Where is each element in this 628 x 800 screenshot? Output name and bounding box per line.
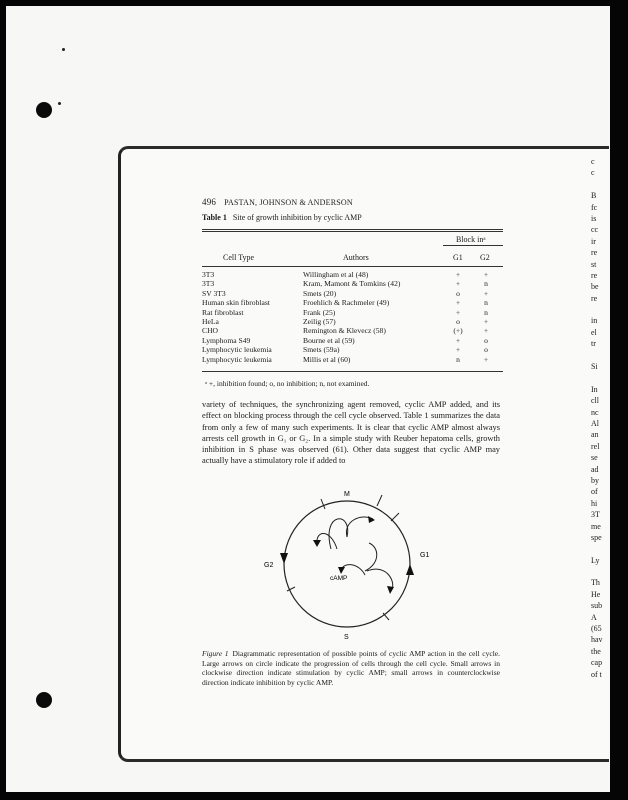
cell-g1-value: o xyxy=(456,316,460,326)
adjacent-text-fragment: in xyxy=(591,316,598,326)
table-row xyxy=(202,326,502,335)
cell-cycle-diagram xyxy=(261,479,431,639)
table-row xyxy=(202,336,502,345)
cell-cell-type: Rat fibroblast xyxy=(202,307,244,317)
cell-authors: Smets (20) xyxy=(303,288,337,298)
adjacent-text-fragment: rel xyxy=(591,441,600,451)
inhibition-arrow xyxy=(365,543,377,571)
table-title xyxy=(202,213,362,222)
adjacent-page-strip xyxy=(591,156,611,756)
adjacent-text-fragment: hav xyxy=(591,635,603,645)
adjacent-text-fragment: In xyxy=(591,384,598,394)
cell-authors: Frank (25) xyxy=(303,307,336,317)
adjacent-text-fragment: st xyxy=(591,259,597,269)
table-caption: Site of growth inhibition by cyclic AMP xyxy=(232,213,362,222)
col-header-g1: G1 xyxy=(453,253,463,262)
cell-g1-value: o xyxy=(456,288,460,298)
table-row xyxy=(202,298,502,307)
cell-cell-type: Lymphoma S49 xyxy=(202,335,251,345)
cell-authors: Kram, Mamont & Tomkins (42) xyxy=(303,279,401,289)
adjacent-text-fragment: cc xyxy=(591,225,599,235)
adjacent-text-fragment xyxy=(591,350,611,361)
col-header-cell-type: Cell Type xyxy=(223,253,255,262)
adjacent-text-fragment: me xyxy=(591,521,601,531)
adjacent-text-fragment: re xyxy=(591,270,598,280)
adjacent-text-fragment: of xyxy=(591,487,598,497)
cell-authors: Willingham et al (48) xyxy=(303,270,369,279)
cell-g1-value: + xyxy=(455,335,461,345)
adjacent-text-fragment: A xyxy=(591,612,597,622)
cell-cell-type: Lymphocytic leukemia xyxy=(202,345,272,355)
adjacent-text-fragment: He xyxy=(591,589,601,599)
adjacent-text-fragment: Al xyxy=(591,418,599,428)
adjacent-text-fragment: re xyxy=(591,248,598,258)
scan-speck xyxy=(58,102,61,105)
adjacent-text-fragment: of t xyxy=(591,669,602,679)
adjacent-text-fragment xyxy=(591,372,611,383)
adjacent-text-fragment: sub xyxy=(591,601,603,611)
cell-cell-type: Human skin fibroblast xyxy=(202,298,270,308)
scan-speck xyxy=(62,48,65,51)
cell-authors: Millis et al (60) xyxy=(303,354,351,364)
table-row xyxy=(202,317,502,326)
adjacent-text-fragment: Th xyxy=(591,578,600,588)
cell-g2-value: + xyxy=(483,316,489,326)
arrowhead xyxy=(368,516,375,523)
col-header-authors: Authors xyxy=(343,253,369,262)
cell-cell-type: 3T3 xyxy=(202,270,215,279)
adjacent-text-fragment: tr xyxy=(591,339,596,349)
adjacent-text-fragment: nc xyxy=(591,407,599,417)
adjacent-text-fragment: Si xyxy=(591,362,598,372)
adjacent-text-fragment: el xyxy=(591,327,597,337)
arrowhead xyxy=(387,586,394,594)
label-g2: G2 xyxy=(264,562,274,569)
label-s: S xyxy=(344,634,349,639)
label-m: M xyxy=(344,491,350,498)
cell-cell-type: SV 3T3 xyxy=(202,288,226,298)
cell-g2-value: o xyxy=(484,345,488,355)
adjacent-text-fragment: Ly xyxy=(591,555,600,565)
table-row xyxy=(202,345,502,354)
cell-cell-type: 3T3 xyxy=(202,279,215,289)
col-header-g2: G2 xyxy=(480,253,490,262)
phase-tick xyxy=(321,499,325,509)
adjacent-text-fragment: c xyxy=(591,157,595,166)
table-row xyxy=(202,355,502,364)
table-row xyxy=(202,279,502,288)
cell-g1-value: + xyxy=(455,279,461,289)
adjacent-text-fragment: se xyxy=(591,453,598,463)
table-row xyxy=(202,289,502,298)
adjacent-text-fragment: be xyxy=(591,282,599,292)
arrowhead xyxy=(313,540,321,547)
cell-g2-value: o xyxy=(484,335,488,345)
adjacent-text-fragment: cll xyxy=(591,396,599,406)
cell-g2-value: n xyxy=(484,279,488,289)
adjacent-text-fragment: c xyxy=(591,168,595,178)
adjacent-text-fragment xyxy=(591,304,611,315)
page-number: 496 xyxy=(202,197,217,207)
adjacent-text-fragment: ir xyxy=(591,236,596,246)
table-bottom-rule xyxy=(202,371,503,372)
label-camp: cAMP xyxy=(330,575,348,582)
figure-caption xyxy=(202,649,500,687)
adjacent-text-fragment: the xyxy=(591,646,601,656)
figure-label: Figure 1 xyxy=(202,649,229,658)
block-in-header: Block inᵃ xyxy=(456,235,486,244)
cell-g2-value: n xyxy=(484,307,488,317)
adjacent-text-fragment: fc xyxy=(591,202,598,212)
adjacent-text-fragment xyxy=(591,179,611,190)
punch-hole xyxy=(36,692,52,708)
cell-g1-value: + xyxy=(455,307,461,317)
inhibition-arrow xyxy=(341,565,365,575)
block-in-underline xyxy=(443,245,503,246)
table-footnote: ᵃ +, inhibition found; o, no inhibition; n, not examined. xyxy=(205,379,370,388)
stimulation-arrow xyxy=(329,519,348,549)
punch-hole xyxy=(36,102,52,118)
cell-g2-value: + xyxy=(483,288,489,298)
running-head xyxy=(202,197,353,207)
figure-caption-text: Diagrammatic representation of possible points of cyclic AMP action in the cell cycle. Large arrows on circle indicate the progression of cells through the cell cycle. Small arrows in clockwise direction indicate stimulation by cyclic AMP; small arrows in counterclockwise direction indicate inhibition by cyclic AMP. xyxy=(202,649,500,687)
adjacent-text-fragment: hi xyxy=(591,498,598,508)
adjacent-text-fragment xyxy=(591,543,611,554)
adjacent-text-fragment xyxy=(591,566,611,577)
adjacent-text-fragment: cap xyxy=(591,658,603,668)
cell-g1-value: n xyxy=(456,354,460,364)
cell-g2-value: n xyxy=(484,298,488,308)
cell-authors: Bourne et al (59) xyxy=(303,335,355,345)
adjacent-text-fragment: 3T xyxy=(591,510,600,520)
table-row xyxy=(202,270,502,279)
phase-tick xyxy=(377,495,382,506)
progression-arrow-left xyxy=(280,553,288,564)
table-top-rule xyxy=(202,229,503,230)
cell-g1-value: + xyxy=(455,298,461,308)
cell-g2-value: + xyxy=(483,270,489,279)
cell-cell-type: Lymphocytic leukemia xyxy=(202,354,272,364)
cell-g2-value: + xyxy=(483,354,489,364)
running-head-authors: PASTAN, JOHNSON & ANDERSON xyxy=(224,198,353,207)
cell-authors: Smets (59a) xyxy=(303,345,340,355)
cell-authors: Froehlich & Rachmeler (49) xyxy=(303,298,390,308)
table-row xyxy=(202,308,502,317)
adjacent-text-fragment: spe xyxy=(591,532,602,542)
phase-tick xyxy=(391,513,399,521)
cell-authors: Remington & Klevecz (58) xyxy=(303,326,386,336)
cell-g1-value: + xyxy=(455,270,461,279)
cell-authors: Zeilig (57) xyxy=(303,316,336,326)
adjacent-text-fragment: an xyxy=(591,430,599,440)
arrowhead xyxy=(338,567,345,574)
cell-g1-value: + xyxy=(455,345,461,355)
body-paragraph: variety of techniques, the synchronizing agent removed, cyclic AMP added, and its effect on blocking process through the cell cycle observed. Table 1 summarizes the data from only a few of many such experiments. It is clear that cyclic AMP almost always arrests cell growth in G₁ or G₂. In a simple study with Reuber hepatoma cells, growth inhibition in S phase was observed (61). Other data suggest that cyclic AMP may actually have a stimulatory role if added to xyxy=(202,400,500,466)
progression-arrow-right xyxy=(406,564,414,575)
cell-g1-value: (+) xyxy=(453,326,463,336)
table-top-rule xyxy=(202,231,503,232)
label-g1: G1 xyxy=(420,552,430,559)
adjacent-text-fragment: by xyxy=(591,475,599,485)
cell-g2-value: + xyxy=(483,326,489,336)
adjacent-text-fragment: (65 xyxy=(591,624,602,634)
adjacent-text-fragment: ad xyxy=(591,464,599,474)
journal-page xyxy=(118,146,609,762)
cell-cell-type: HeLa xyxy=(202,316,219,326)
table-body xyxy=(202,270,502,364)
cell-cycle-circle xyxy=(284,501,410,627)
table-header-rule xyxy=(202,266,503,267)
cell-cell-type: CHO xyxy=(202,326,219,336)
adjacent-text-fragment: is xyxy=(591,213,597,223)
adjacent-text-fragment: re xyxy=(591,293,598,303)
adjacent-text-fragment: B xyxy=(591,191,597,201)
table-label: Table 1 xyxy=(202,213,227,222)
